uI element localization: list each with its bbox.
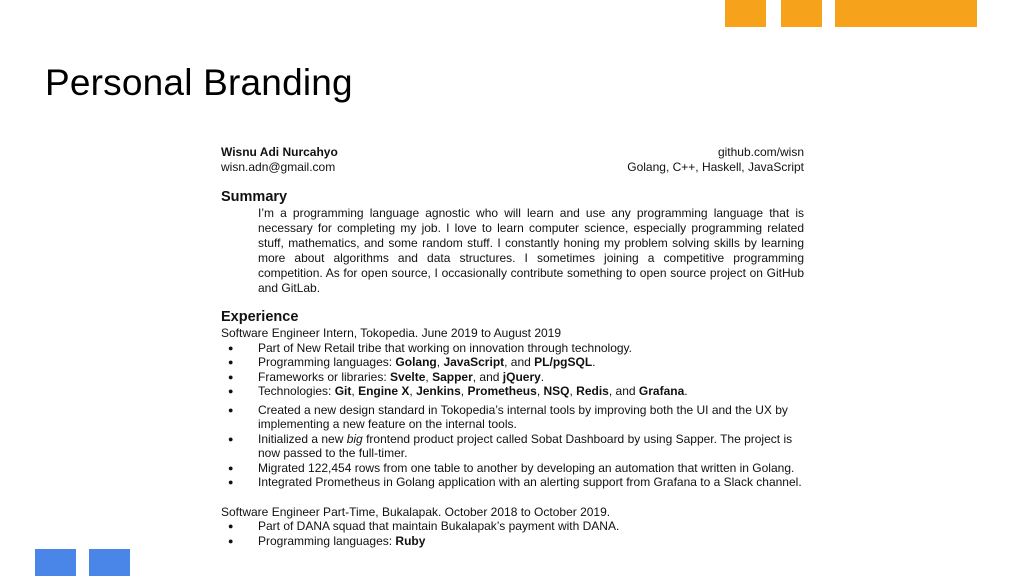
- list-item: ● Technologies: Git, Engine X, Jenkins, Prometheus, NSQ, Redis, and Grafana.: [221, 384, 804, 399]
- blue-block-1: [35, 549, 76, 576]
- resume-languages: Golang, C++, Haskell, JavaScript: [627, 160, 804, 174]
- resume-name: Wisnu Adi Nurcahyo: [221, 145, 338, 159]
- job-title-bukalapak: Software Engineer Part-Time, Bukalapak. October 2018 to October 2019.: [221, 504, 611, 519]
- resume-contact-left: [221, 145, 338, 175]
- list-item: ● Programming languages: Golang, JavaScript, and PL/pgSQL.: [221, 355, 804, 370]
- list-item: ● Migrated 122,454 rows from one table to another by developing an automation that written in Golang.: [221, 461, 804, 476]
- summary-heading: Summary: [221, 189, 288, 205]
- resume-email: wisn.adn@gmail.com: [221, 160, 336, 174]
- job-bullets-bukalapak: [221, 519, 804, 548]
- job-bullets-tokopedia: [221, 341, 804, 490]
- resume-document: [221, 145, 804, 548]
- slide-title: Personal Branding: [45, 62, 353, 103]
- list-item: ● Created a new design standard in Tokopedia’s internal tools by improving both the UI and the UX by implementing a new feature on the internal tools.: [221, 403, 804, 432]
- list-item: ● Part of DANA squad that maintain Bukalapak’s payment with DANA.: [221, 519, 804, 534]
- list-item: ● Integrated Prometheus in Golang application with an alerting support from Grafana to a Slack channel.: [221, 475, 804, 490]
- summary-text: I’m a programming language agnostic who will learn and use any programming language that is necessary for completing my job. I love to learn computer science, especially programming related stuff, mathematics, and some random stuff. I constantly honing my problem solving skills by learning more about algorithms and data structures. I sometimes joining a competitive programming competition. As for open source, I occasionally contribute something to open source project on GitHub and GitLab.: [258, 206, 804, 295]
- list-item: ● Part of New Retail tribe that working on innovation through technology.: [221, 341, 804, 356]
- blue-block-2: [89, 549, 130, 576]
- orange-block-1: [725, 0, 766, 27]
- resume-header: [221, 145, 804, 175]
- list-item: ● Programming languages: Ruby: [221, 534, 804, 549]
- list-item: ● Initialized a new big frontend product project called Sobat Dashboard by using Sapper. The project is now passed to the full-timer.: [221, 432, 804, 461]
- orange-block-2: [781, 0, 822, 27]
- orange-block-3: [835, 0, 977, 27]
- experience-heading: Experience: [221, 309, 299, 325]
- resume-github: github.com/wisn: [717, 145, 804, 159]
- list-item: ● Frameworks or libraries: Svelte, Sapper, and jQuery.: [221, 370, 804, 385]
- job-title-tokopedia: Software Engineer Intern, Tokopedia. June 2019 to August 2019: [221, 326, 562, 340]
- resume-contact-right: [627, 145, 804, 175]
